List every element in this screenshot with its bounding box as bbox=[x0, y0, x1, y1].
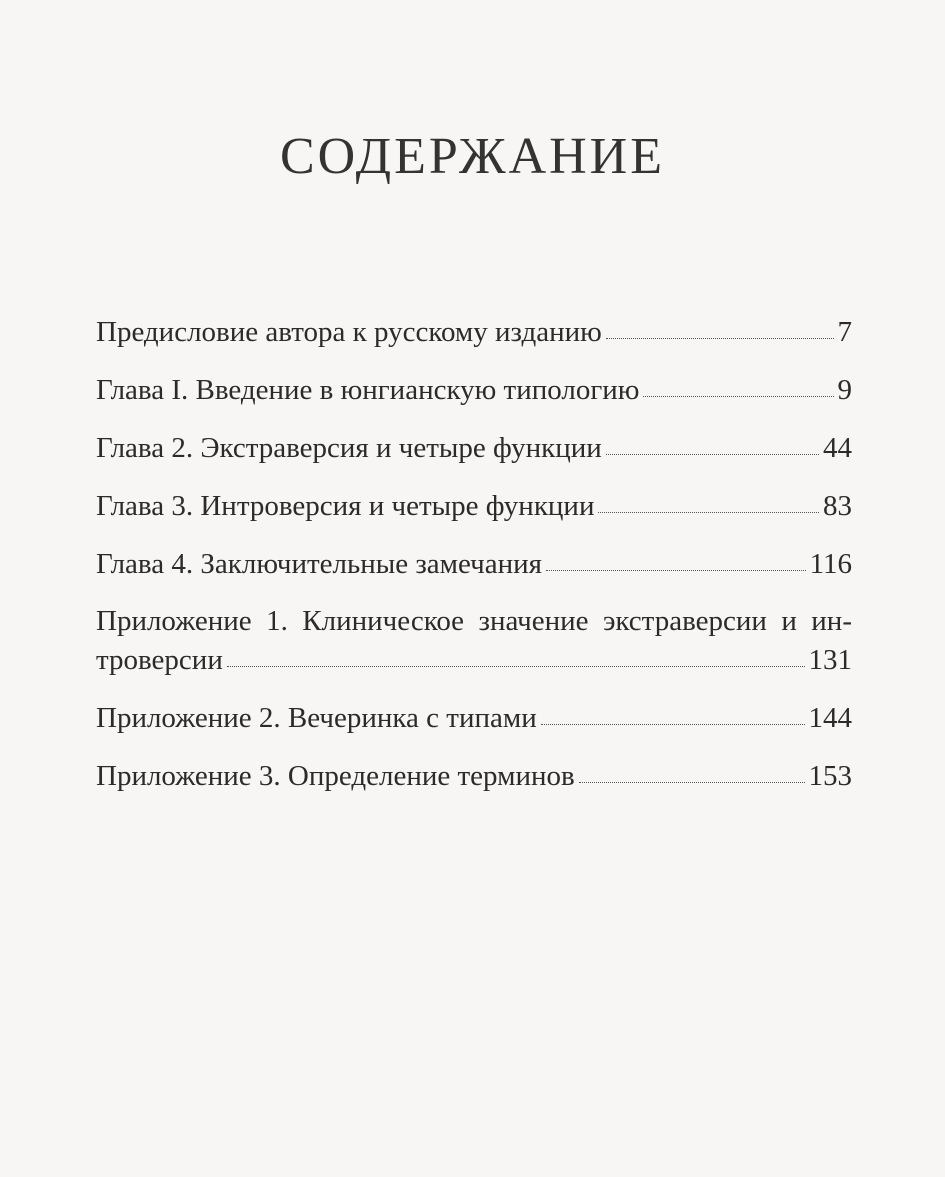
dot-leader bbox=[546, 569, 806, 571]
page-title: СОДЕРЖАНИЕ bbox=[280, 127, 665, 185]
toc-entry-label: Глава 2. Экстраверсия и четыре функции bbox=[96, 432, 602, 464]
table-of-contents bbox=[96, 312, 852, 814]
dot-leader bbox=[541, 723, 805, 725]
toc-word: Приложение bbox=[96, 605, 252, 637]
toc-word: 1. bbox=[266, 605, 288, 637]
toc-entry-label: Предисловие автора к русскому изданию bbox=[96, 316, 602, 348]
dot-leader bbox=[579, 781, 805, 783]
toc-word: ин- bbox=[811, 605, 852, 637]
dot-leader bbox=[606, 337, 834, 339]
toc-entry-label: Приложение 3. Определение терминов bbox=[96, 760, 575, 792]
toc-entry-label: Глава I. Введение в юнгианскую типологию bbox=[96, 374, 640, 406]
toc-entry-label-line-2 bbox=[96, 640, 852, 680]
toc-entry-chapter-3[interactable] bbox=[96, 486, 852, 526]
toc-word: значение bbox=[478, 605, 589, 637]
toc-entry-chapter-4[interactable] bbox=[96, 544, 852, 584]
toc-entry-label: Приложение 2. Вечеринка с типами bbox=[96, 702, 537, 734]
toc-entry-chapter-1[interactable] bbox=[96, 370, 852, 410]
dot-leader bbox=[227, 665, 805, 667]
toc-page-number: 7 bbox=[837, 316, 852, 348]
toc-entry-appendix-2[interactable] bbox=[96, 698, 852, 738]
toc-page-number: 44 bbox=[823, 432, 852, 464]
toc-page-number: 131 bbox=[808, 644, 852, 676]
toc-word: экстраверсии bbox=[602, 605, 767, 637]
toc-word: Клиническое bbox=[302, 605, 465, 637]
toc-entry-preface[interactable] bbox=[96, 312, 852, 352]
dot-leader bbox=[643, 395, 833, 397]
toc-entry-label: троверсии bbox=[96, 644, 223, 676]
toc-entry-label-line-1 bbox=[96, 602, 852, 640]
dot-leader bbox=[606, 453, 819, 455]
toc-entry-label: Глава 4. Заключительные замечания bbox=[96, 548, 543, 580]
toc-page-number: 144 bbox=[808, 702, 852, 734]
toc-entry-label: Глава 3. Интроверсия и четыре функции bbox=[96, 490, 595, 522]
toc-entry-appendix-3[interactable] bbox=[96, 756, 852, 796]
bleed-through-text bbox=[0, 880, 945, 911]
toc-entry-chapter-2[interactable] bbox=[96, 428, 852, 468]
toc-page-number: 9 bbox=[837, 374, 852, 406]
toc-page-number: 83 bbox=[823, 490, 852, 522]
toc-page-number: 116 bbox=[809, 548, 852, 580]
toc-page-number: 153 bbox=[808, 760, 852, 792]
dot-leader bbox=[598, 511, 819, 513]
toc-word: и bbox=[781, 605, 797, 637]
toc-entry-appendix-1[interactable] bbox=[96, 602, 852, 680]
